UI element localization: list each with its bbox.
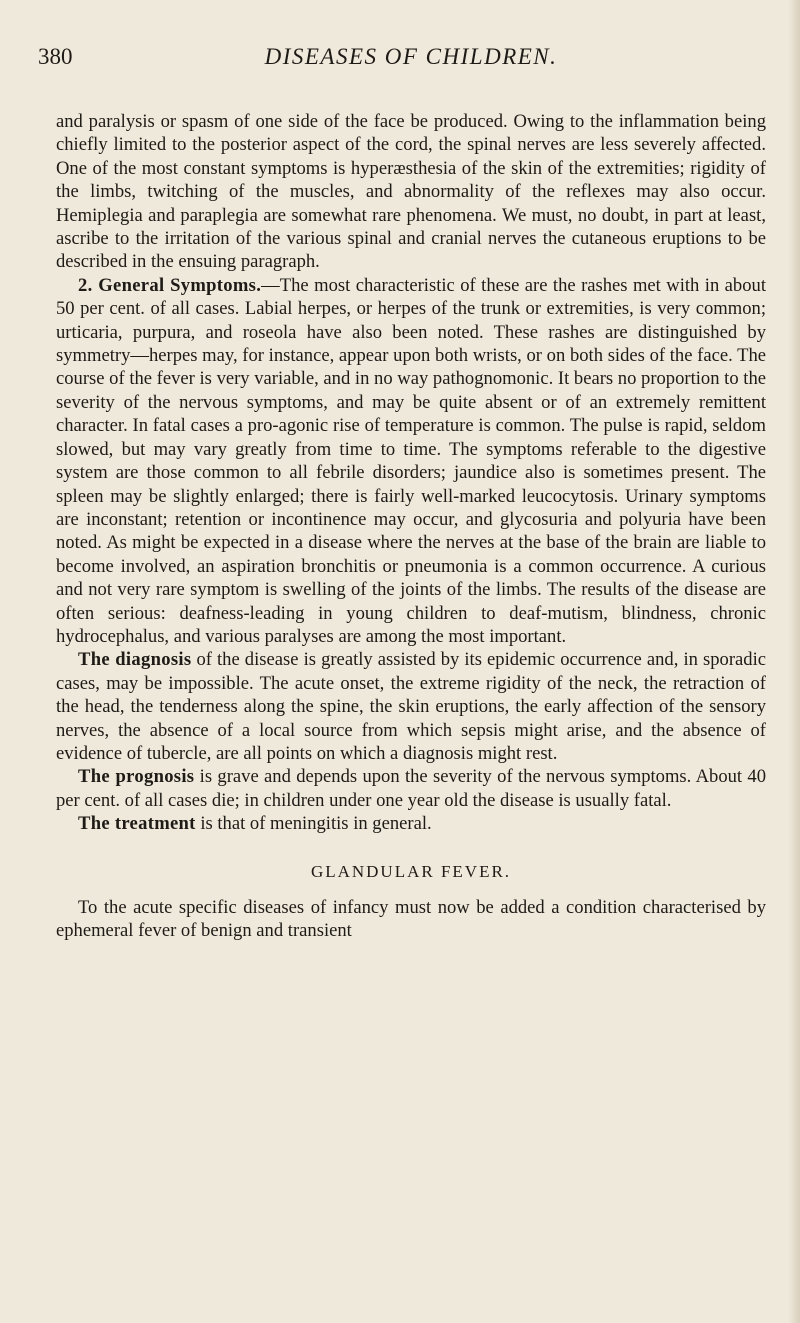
diagnosis-text: of the disease is greatly assisted by its epidemic occurrence and, in sporadic cases, may be impossible. The acute onset, the extreme rigidity of the neck, the retraction of the head, the tenderness along the spine, the skin eruptions, the early affection of the sensory nerves, the absence of a local source from which sepsis might arise, and the absence of evidence of tubercle, are all points on which a diagnosis might rest. xyxy=(56,649,766,764)
prognosis-heading: The prognosis xyxy=(78,766,195,788)
page-edge-shadow xyxy=(788,0,800,1323)
paragraph-diagnosis xyxy=(56,648,766,765)
paragraph-paralysis: and paralysis or spasm of one side of the face be produced. Owing to the inflammation being chiefly limited to the posterior aspect of the cord, the spinal nerves are less severely affected. One of the most constant symptoms is hyperæsthesia of the skin of the extremities; rigidity of the limbs, twitching of the muscles, and abnormality of the reflexes may also occur. Hemiplegia and paraplegia are somewhat rare phenomena. We must, no doubt, in part at least, ascribe to the irritation of the various spinal and cranial nerves the cutaneous eruptions to be described in the ensuing paragraph. xyxy=(56,111,766,273)
treatment-heading: The treatment xyxy=(78,813,196,835)
general-symptoms-text: —The most characteristic of these are the rashes met with in about 50 per cent. of all cases. Labial herpes, or herpes of the trunk or extremities, is very common; urticaria, purpura, and roseola have also been noted. These rashes are distinguished by symmetry—herpes may, for instance, appear upon both wrists, or on both sides of the face. The course of the fever is very variable, and in no way pathognomonic. It bears no proportion to the severity of the nervous symptoms, and may be quite absent or of an extremely remittent character. In fatal cases a pro-agonic rise of temperature is common. The pulse is rapid, seldom slowed, but may vary greatly from time to time. The symptoms referable to the digestive system are those common to all febrile disorders; jaundice also is sometimes present. The spleen may be slightly enlarged; there is fairly well-marked leucocytosis. Urinary symptoms are inconstant; retention or incontinence may occur, and glycosuria and polyuria have been noted. As might be expected in a disease where the nerves at the base of the brain are liable to become involved, an aspiration bronchitis or pneumonia is a common occurrence. A curious and not very rare symptom is swelling of the joints of the limbs. The results of the disease are often serious: deafness-leading in young children to deaf-mutism, blindness, chronic hydrocephalus, and various paralyses are among the most important. xyxy=(56,274,766,647)
page-header xyxy=(38,44,766,80)
section-heading-glandular-fever: GLANDULAR FEVER. xyxy=(310,861,512,881)
paragraph-treatment xyxy=(56,812,766,835)
paragraph-general-symptoms xyxy=(56,274,766,649)
diagnosis-heading: The diagnosis xyxy=(78,649,192,671)
paragraph-glandular-fever: To the acute specific diseases of infancy must now be added a condition characterised by ephemeral fever of benign and transient xyxy=(56,896,766,941)
book-page xyxy=(38,44,767,942)
page-number: 380 xyxy=(38,44,73,69)
prognosis-text: is grave and depends upon the severity of the nervous symptoms. About 40 per cent. of all cases die; in children under one year old the disease is usually fatal. xyxy=(56,766,767,811)
treatment-text: is that of meningitis in general. xyxy=(195,813,432,835)
paragraph-prognosis xyxy=(56,765,766,812)
running-title: DISEASES OF CHILDREN. xyxy=(264,44,558,69)
general-symptoms-heading: 2. General Symptoms. xyxy=(78,274,262,296)
